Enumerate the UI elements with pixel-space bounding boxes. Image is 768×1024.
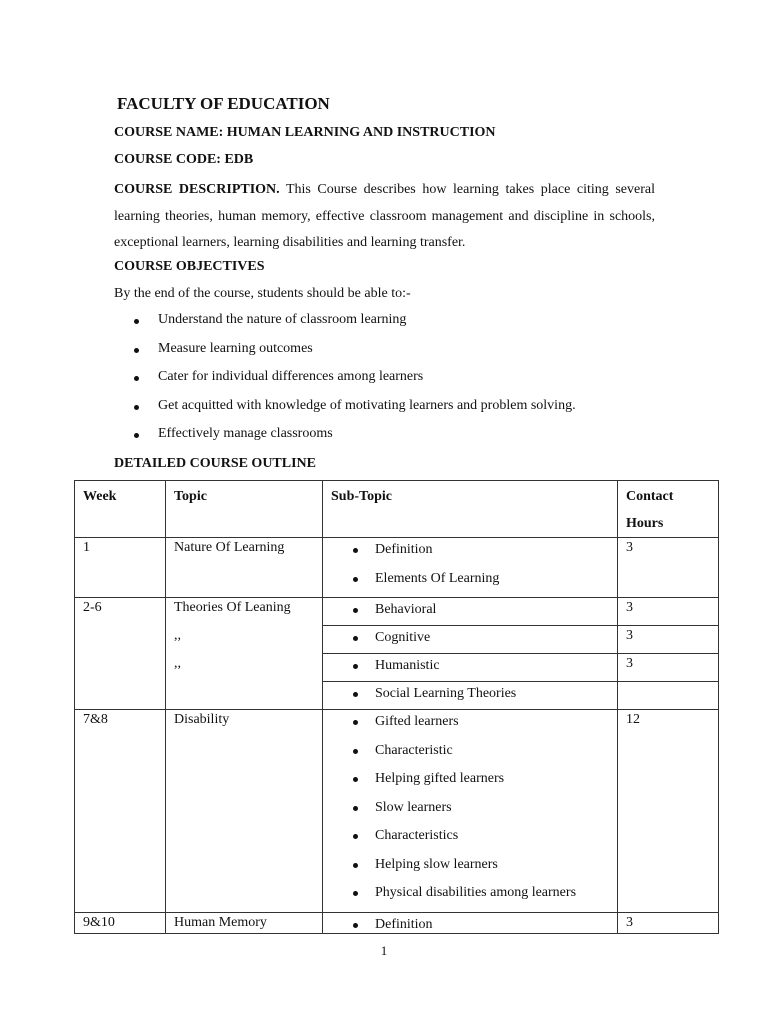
bullet-icon <box>353 608 358 613</box>
bullet-icon <box>353 923 358 928</box>
hours-cell: 3 <box>618 626 719 654</box>
bullet-icon <box>134 376 139 381</box>
subtopic-text: Behavioral <box>375 602 437 617</box>
bullet-icon <box>134 433 139 438</box>
col-week-header: Week <box>75 481 166 538</box>
subtopic-cell <box>323 912 618 933</box>
bullet-icon <box>353 664 358 669</box>
list-item <box>331 826 609 855</box>
bullet-icon <box>353 692 358 697</box>
bullet-icon <box>353 636 358 641</box>
list-item <box>331 769 609 798</box>
week-cell: 7&8 <box>75 710 166 913</box>
week-cell: 2-6 <box>75 598 166 710</box>
list-item <box>331 628 609 652</box>
subtopic-text: Slow learners <box>375 799 452 815</box>
subtopic-text: Humanistic <box>375 658 440 673</box>
objectives-list <box>114 312 674 455</box>
subtopic-text: Characteristics <box>375 828 459 843</box>
table-row <box>75 912 719 933</box>
hours-cell: 3 <box>618 654 719 682</box>
table-row <box>75 598 719 626</box>
subtopic-cell <box>323 538 618 598</box>
subtopic-cell <box>323 682 618 710</box>
list-item <box>331 540 609 569</box>
bullet-icon <box>353 806 358 811</box>
list-item <box>331 684 609 708</box>
subtopic-text: Cognitive <box>375 630 431 645</box>
list-item <box>331 600 609 624</box>
objectives-intro: By the end of the course, students should be able to:- <box>114 286 411 301</box>
description-label: COURSE DESCRIPTION. <box>114 182 280 197</box>
topic-ditto: ,, <box>174 656 181 671</box>
col-hours-header: Contact Hours <box>618 481 719 538</box>
week-cell: 1 <box>75 538 166 598</box>
bullet-icon <box>353 720 358 725</box>
subtopic-text: Physical disabilities among learners <box>375 885 577 900</box>
objective-item <box>114 426 674 455</box>
list-item <box>331 569 609 598</box>
page-number: 1 <box>380 943 388 958</box>
subtopic-text: Definition <box>375 542 433 557</box>
topic-ditto: ,, <box>174 628 181 643</box>
hours-cell: 3 <box>618 598 719 626</box>
hours-cell <box>618 682 719 710</box>
objective-text: Get acquitted with knowledge of motivating learners and problem solving. <box>158 397 576 413</box>
objective-text: Understand the nature of classroom learning <box>158 312 407 327</box>
list-item <box>331 741 609 770</box>
objective-item <box>114 312 674 341</box>
bullet-icon <box>353 749 358 754</box>
subtopic-text: Gifted learners <box>375 714 459 729</box>
objective-text: Measure learning outcomes <box>158 340 313 356</box>
hours-cell: 3 <box>618 912 719 933</box>
bullet-icon <box>134 405 139 410</box>
bullet-icon <box>353 863 358 868</box>
objective-item <box>114 369 674 398</box>
topic-cell: Human Memory <box>166 912 323 933</box>
course-name: COURSE NAME: HUMAN LEARNING AND INSTRUCTION <box>114 125 496 140</box>
bullet-icon <box>134 319 139 324</box>
subtopic-text: Helping slow learners <box>375 856 498 872</box>
list-item <box>331 712 609 741</box>
table-row <box>75 710 719 913</box>
col-topic-header: Topic <box>166 481 323 538</box>
faculty-title: FACULTY OF EDUCATION <box>117 94 330 113</box>
course-description <box>114 177 655 257</box>
objectives-heading: COURSE OBJECTIVES <box>114 259 265 274</box>
subtopic-text: Definition <box>375 916 433 932</box>
topic-cell: Nature Of Learning <box>166 538 323 598</box>
list-item <box>331 883 609 912</box>
bullet-icon <box>353 548 358 553</box>
outline-heading: DETAILED COURSE OUTLINE <box>114 456 317 471</box>
description-text: This Course describes how learning takes place citing several learning theories, human memory, effective classroom management and discipline in schools, exceptional learners, learning disabilities and learning transfer. <box>114 182 655 250</box>
list-item <box>331 656 609 680</box>
objective-text: Effectively manage classrooms <box>158 426 333 441</box>
list-item <box>331 855 609 884</box>
topic-cell: Disability <box>166 710 323 913</box>
bullet-icon <box>353 891 358 896</box>
subtopic-text: Helping gifted learners <box>375 771 505 786</box>
bullet-icon <box>353 777 358 782</box>
objective-item <box>114 341 674 370</box>
subtopic-cell <box>323 710 618 913</box>
bullet-icon <box>134 348 139 353</box>
col-subtopic-header: Sub-Topic <box>323 481 618 538</box>
hours-cell: 3 <box>618 538 719 598</box>
subtopic-cell <box>323 626 618 654</box>
week-cell: 9&10 <box>75 912 166 933</box>
hours-cell: 12 <box>618 710 719 913</box>
objective-item <box>114 398 674 427</box>
list-item <box>331 915 609 933</box>
subtopic-cell <box>323 598 618 626</box>
subtopic-text: Social Learning Theories <box>375 686 517 701</box>
topic-text: Theories Of Leaning <box>174 600 291 615</box>
table-header-row <box>75 481 719 538</box>
subtopic-cell <box>323 654 618 682</box>
table-row <box>75 538 719 598</box>
subtopic-text: Characteristic <box>375 742 453 758</box>
bullet-icon <box>353 834 358 839</box>
bullet-icon <box>353 577 358 582</box>
course-outline-table <box>74 480 719 934</box>
topic-cell <box>166 598 323 710</box>
subtopic-text: Elements Of Learning <box>375 570 500 586</box>
list-item <box>331 798 609 827</box>
course-code: COURSE CODE: EDB <box>114 152 254 167</box>
objective-text: Cater for individual differences among learners <box>158 369 424 384</box>
